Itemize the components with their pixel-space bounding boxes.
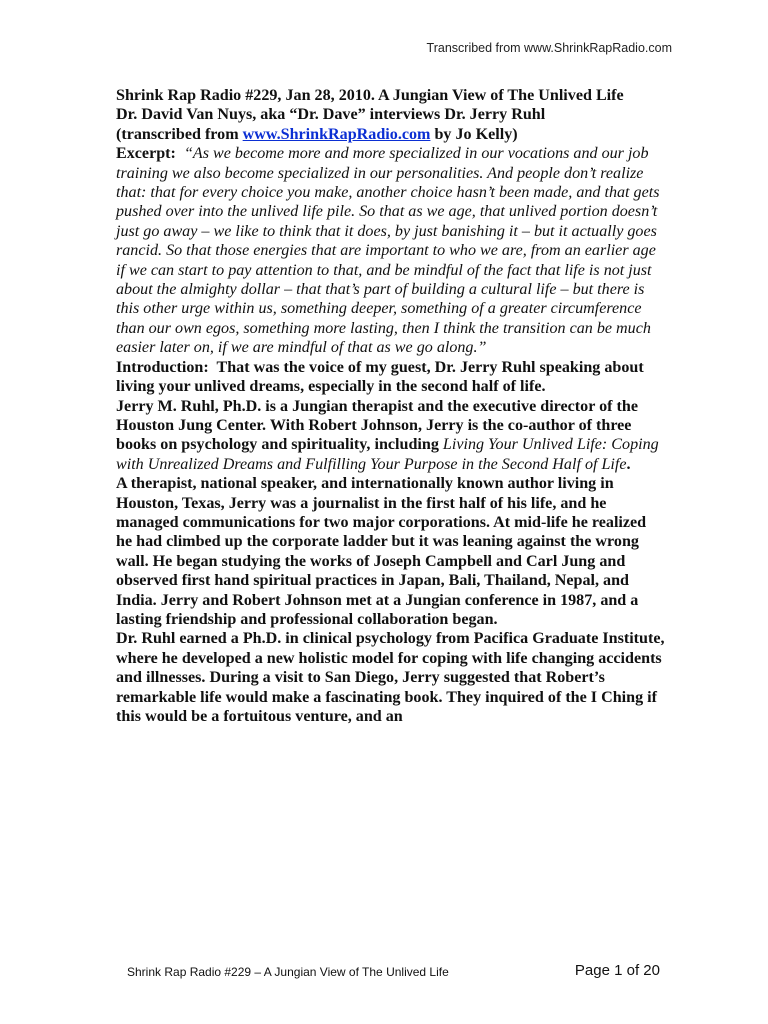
book-title: Living Your Unlived Life: Coping with Unrealized Dreams and Fulfilling Your Purpose in the Second Half of Life <box>116 436 659 473</box>
transcribed-suffix: by Jo Kelly) <box>430 125 518 143</box>
excerpt-quote: “As we become more and more specialized in our vocations and our job training we also become specialized in our personalities. And people don’t realize that: that for every choice you make, another choice hasn’t been made, and that gets pushed over into the unlived life pile. So that as we age, that unlived portion doesn’t just go away – we like to think that it does, by just banishing it – but it actually goes rancid. So that those energies that are important to who we are, from an earlier age if we can start to pay attention to that, and be mindful of the fact that life is not just about the almighty dollar – that that’s part of building a cultural life – but there is this other urge within us, something deeper, something of a greater circumference than our own egos, something more lasting, then I think the transition can be much easier later on, if we are mindful of that as we go along.” <box>116 145 660 357</box>
bio-paragraph-1 <box>116 397 666 475</box>
excerpt-paragraph <box>116 144 666 357</box>
transcript-body <box>116 86 666 726</box>
title-block <box>116 86 666 144</box>
page-number: Page 1 of 20 <box>574 962 660 979</box>
bio-paragraph-2: A therapist, national speaker, and internationally known author living in Houston, Texas, Jerry was a journalist in the first half of his life, and he managed communications for two major corporations. At mid-life he realized he had climbed up the corporate ladder but it was leaning against the wrong wall. He began studying the works of Joseph Campbell and Carl Jung and observed first hand spiritual practices in Japan, Bali, Thailand, Nepal, and India. Jerry and Robert Johnson met at a Jungian conference in 1987, and a lasting friendship and professional collaboration began. <box>116 475 647 628</box>
introduction-text: That was the voice of my guest, Dr. Jerry Ruhl speaking about living your unlived dreams, especially in the second half of life. <box>116 358 644 396</box>
bio-paragraph-1-end: . <box>626 455 631 473</box>
shrinkrapradio-link[interactable]: www.ShrinkRapRadio.com <box>242 125 431 143</box>
bio-paragraph-3: Dr. Ruhl earned a Ph.D. in clinical psychology from Pacifica Graduate Institute, where he developed a new holistic model for coping with life changing accidents and illnesses. During a visit to San Diego, Jerry suggested that Robert’s remarkable life would make a fascinating book. They inquired of the I Ching if this would be a fortuitous venture, and an <box>116 630 665 725</box>
episode-title: Shrink Rap Radio #229, Jan 28, 2010. A Jungian View of The Unlived Life <box>116 87 624 104</box>
transcribed-prefix: (transcribed from <box>116 125 243 143</box>
footer-episode-title: Shrink Rap Radio #229 – A Jungian View of The Unlived Life <box>127 965 449 979</box>
transcription-header: Transcribed from www.ShrinkRapRadio.com <box>426 41 672 55</box>
introduction-label: Introduction: <box>116 358 209 376</box>
excerpt-label: Excerpt: <box>116 145 176 163</box>
introduction-paragraph <box>116 358 666 397</box>
interview-byline: Dr. David Van Nuys, aka “Dr. Dave” interviews Dr. Jerry Ruhl <box>116 106 546 124</box>
bio-paragraph-1-text: Jerry M. Ruhl, Ph.D. is a Jungian therapist and the executive director of the Houston Jung Center. With Robert Johnson, Jerry is the co-author of three books on psychology and spirituality, including <box>116 397 638 454</box>
